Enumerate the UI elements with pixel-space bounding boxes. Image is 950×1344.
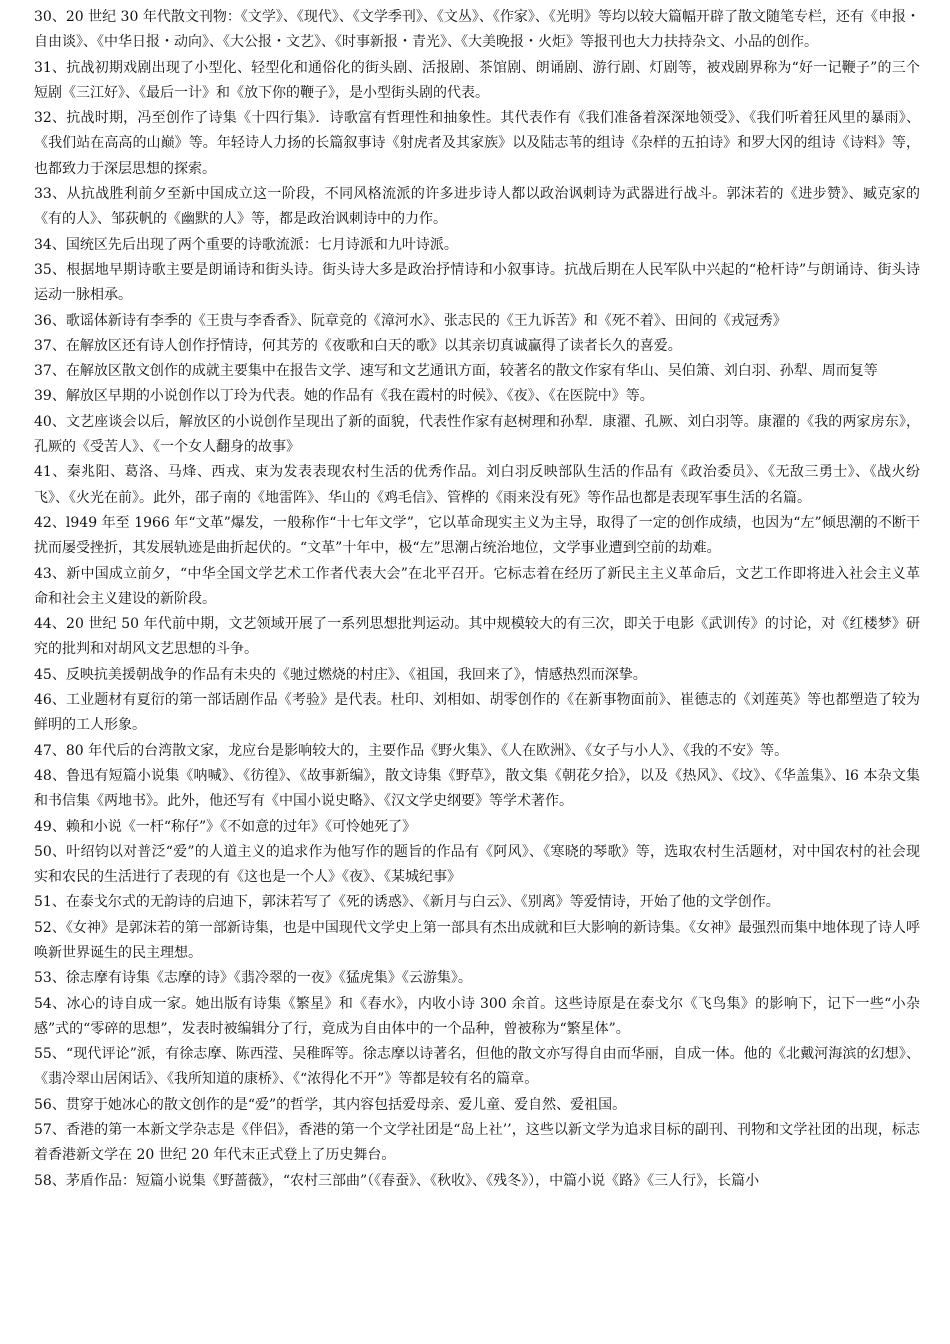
- entry-47: 47、80 年代后的台湾散文家，龙应台是影响较大的，主要作品《野火集》、《人在欧洲》、《女子与小人》、《我的不安》等。: [34, 742, 789, 759]
- entry-37b: 37、在解放区散文创作的成就主要集中在报告文学、速写和文艺通讯方面，较著名的散文作家有华山、吴伯箫、刘白羽、孙犁、周而复等: [34, 363, 878, 380]
- entry-39: 39、解放区早期的小说创作以丁玲为代表。她的作品有《我在霞村的时候》、《夜》、《在医院中》等。: [34, 388, 654, 405]
- entry-57: 57、香港的第一本新文学杂志是《伴侣》，香港的第一个文学社团是“岛上社’’，这些以新文学为追求目标的副刊、刊物和文学社团的出现，标志着香港新文学在 20 世纪 20 年代末正式登上了历史舞台。: [34, 1122, 920, 1164]
- entry-51: 51、在泰戈尔式的无韵诗的启迪下，郭沫若写了《死的诱惑》、《新月与白云》、《别离》等爱情诗，开始了他的文学创作。: [34, 894, 780, 911]
- entry-46: 46、工业题材有夏衍的第一部话剧作品《考验》是代表。杜印、刘相如、胡零创作的《在新事物面前》、崔德志的《刘莲英》等也都塑造了较为鲜明的工人形象。: [34, 692, 920, 734]
- entry-33: 33、从抗战胜利前夕至新中国成立这一阶段，不同风格流派的许多进步诗人都以政治讽刺诗为武器进行战斗。郭沫若的《进步赞》、臧克家的《有的人》、邹荻帆的《幽默的人》等，都是政治讽刺诗中的力作。: [34, 186, 920, 228]
- entry-34: 34、国统区先后出现了两个重要的诗歌流派：七月诗派和九叶诗派。: [34, 236, 458, 253]
- entry-35: 35、根据地早期诗歌主要是朗诵诗和街头诗。街头诗大多是政治抒情诗和小叙事诗。抗战后期在人民军队中兴起的“枪杆诗”与朗诵诗、街头诗运动一脉相承。: [34, 261, 920, 304]
- entry-52: 52、《女神》是郭沫若的第一部新诗集，也是中国现代文学史上第一部具有杰出成就和巨大影响的新诗集。《女神》最强烈而集中地体现了诗人呼唤新世界诞生的民主理想。: [34, 919, 920, 961]
- entry-37a: 37、在解放区还有诗人创作抒情诗，何其芳的《夜歌和白天的歌》以其亲切真诚赢得了读者长久的喜爱。: [34, 337, 682, 354]
- entry-58: 58、茅盾作品：短篇小说集《野蔷薇》，“农村三部曲”（《春蚕》、《秋收》、《残冬》），中篇小说《路》《三人行》，长篇小: [34, 1172, 760, 1189]
- entry-49: 49、赖和小说《一杆“称仔”》《不如意的过年》《可怜她死了》: [34, 818, 417, 835]
- entry-32: 32、抗战时期，冯至创作了诗集《十四行集》．诗歌富有哲理性和抽象性。其代表作有《我们准备着深深地领受》、《我们听着狂风里的暴雨》、《我们站在高高的山巅》等。年轻诗人力扬的长篇叙事诗《射虎者及其家族》以及陆志苇的组诗《杂样的五拍诗》和罗大冈的组诗《诗料》等，也都致力于深层思想的探索。: [34, 110, 920, 177]
- entry-50: 50、叶绍钧以对普泛“爱”的人道主义的追求作为他写作的题旨的作品有《阿风》、《寒晓的琴歌》等，选取农村生活题材，对中国农村的社会现实和农民的生活进行了表现的有《这也是一个人》《夜》、《某城纪事》: [34, 843, 920, 886]
- entry-41: 41、秦兆阳、葛洛、马烽、西戎、束为发表表现农村生活的优秀作品。刘白羽反映部队生活的作品有《政治委员》、《无敌三勇士》、《战火纷飞》、《火光在前》。此外，邵子南的《地雷阵》、华山的《鸡毛信》、管桦的《雨来没有死》等作品也都是表现军事生活的名篇。: [34, 464, 920, 506]
- entry-31: 31、抗战初期戏剧出现了小型化、轻型化和通俗化的街头剧、活报剧、茶馆剧、朗诵剧、游行剧、灯剧等，被戏剧界称为“好一记鞭子”的三个短剧《三江好》、《最后一计》和《放下你的鞭子》，是小型街头剧的代表。: [34, 59, 920, 101]
- entry-40: 40、文艺座谈会以后，解放区的小说创作呈现出了新的面貌，代表性作家有赵树理和孙犁．康濯、孔厥、刘白羽等。康濯的《我的两家房东》，孔厥的《受苦人》、《一个女人翻身的故事》: [34, 413, 920, 456]
- entry-36: 36、歌谣体新诗有李季的《王贵与李香香》、阮章竞的《漳河水》、张志民的《王九诉苦》和《死不着》、田间的《戎冠秀》: [34, 312, 787, 329]
- entry-48: 48、鲁迅有短篇小说集《呐喊》、《彷徨》、《故事新编》，散文诗集《野草》，散文集《朝花夕拾》，以及《热风》、《坟》、《华盖集》、l6 本杂文集和书信集《两地书》。此外，他还写有《中国小说史略》、《汉文学史纲要》等学术著作。: [34, 767, 920, 810]
- entry-45: 45、反映抗美援朝战争的作品有未央的《驰过燃烧的村庄》、《祖国，我回来了》，情感热烈而深挚。: [34, 666, 647, 683]
- entry-56: 56、贯穿于她冰心的散文创作的是“爱”的哲学，其内容包括爱母亲、爱儿童、爱自然、爱祖国。: [34, 1096, 627, 1113]
- entry-54: 54、冰心的诗自成一家。她出版有诗集《繁星》和《春水》，内收小诗 300 余首。这些诗原是在泰戈尔《飞鸟集》的影响下，记下一些“小杂感”式的“零碎的思想”，发表时被编辑分了行，竟成为自由体中的一个品种，曾被称为“繁星体”。: [34, 995, 920, 1037]
- entry-42: 42、l949 年至 1966 年“文革”爆发，一般称作“十七年文学”，它以革命现实主义为主导，取得了一定的创作成绩，也因为“左”倾思潮的不断干扰而屡受挫折，其发展轨迹是曲折起伏的。“文革”十年中，极“左”思潮占统治地位，文学事业遭到空前的劫难。: [34, 514, 920, 557]
- entry-30: 30、20 世纪 30 年代散文刊物：《文学》、《现代》、《文学季刊》、《文丛》、《作家》、《光明》等均以较大篇幅开辟了散文随笔专栏，还有《申报・自由谈》、《中华日报・动向》、《大公报・文艺》、《时事新报・青光》、《大美晚报・火炬》等报刊也大力扶持杂文、小品的创作。: [34, 9, 920, 51]
- entry-53: 53、徐志摩有诗集《志摩的诗》《翡冷翠的一夜》《猛虎集》《云游集》。: [34, 970, 472, 987]
- entry-55: 55、“现代评论”派，有徐志摩、陈西滢、吴稚晖等。徐志摩以诗著名，但他的散文亦写得自由而华丽，自成一体。他的《北戴河海滨的幻想》、《翡冷翠山居闲话》、《我所知道的康桥》、《“浓得化不开”》等都是较有名的篇章。: [34, 1046, 920, 1088]
- entry-44: 44、20 世纪 50 年代前中期，文艺领域开展了一系列思想批判运动。其中规模较大的有三次，即关于电影《武训传》的讨论，对《红楼梦》研究的批判和对胡风文艺思想的斗争。: [34, 616, 920, 658]
- entry-43: 43、新中国成立前夕，“中华全国文学艺术工作者代表大会”在北平召开。它标志着在经历了新民主主义革命后，文艺工作即将进入社会主义革命和社会主义建设的新阶段。: [34, 565, 920, 607]
